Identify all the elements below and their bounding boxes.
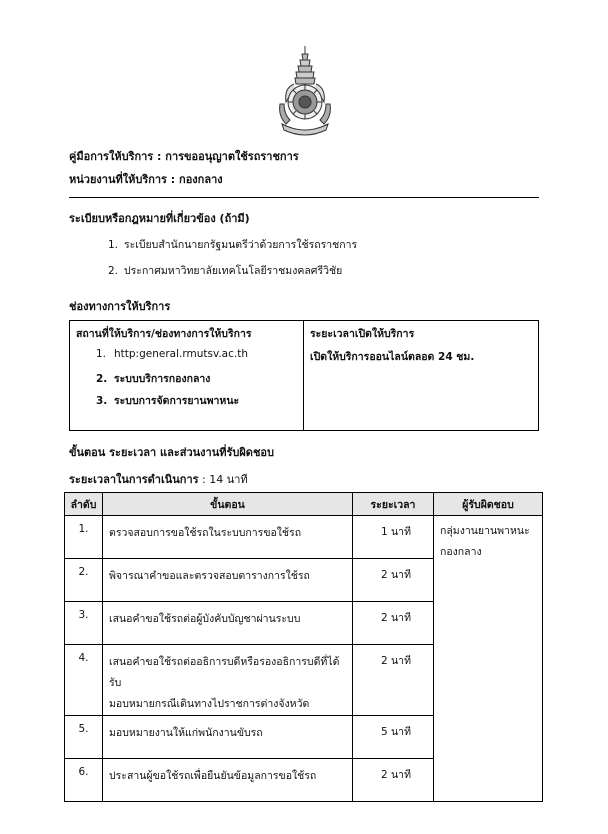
manual-label: คู่มือการให้บริการ [69,150,154,163]
channel-item-vehicle-system [96,392,239,409]
step-line: เสนอคำขอใช้รถต่ออธิการบดีหรือรองอธิการบดีที่ได้รับ [109,656,340,689]
step-line: เสนอคำขอใช้รถต่อผู้บังคับบัญชาผ่านระบบ [109,613,301,625]
unit-line [69,173,223,187]
col-header-step: ขั้นตอน [103,493,353,516]
process-duration-line [69,470,248,488]
process-title: ขั้นตอน ระยะเวลา และส่วนงานที่รับผิดชอบ [69,446,274,459]
step-line: ตรวจสอบการขอใช้รถในระบบการขอใช้รถ [109,527,302,539]
manual-value: การขออนุญาตใช้รถราชการ [165,150,299,163]
step-description [103,602,353,645]
manual-separator: : [153,150,166,163]
channels-location-header: สถานที่ให้บริการ/ช่องทางการให้บริการ [76,328,252,340]
table-row [65,516,543,559]
channels-hours-value: เปิดให้บริการออนไลน์ตลอด 24 ชม. [310,351,475,363]
regulation-text: ประกาศมหาวิทยาลัยเทคโนโลยีราชมงคลศรีวิชัย [124,265,343,277]
steps-header-row [65,493,543,516]
regulation-item [108,264,342,278]
step-duration: 1 นาที [353,516,434,559]
col-header-order: ลำดับ [65,493,103,516]
unit-value: กองกลาง [179,173,223,186]
step-number: 2. [65,559,103,602]
regulation-num: 2. [108,265,119,277]
step-line: มอบหมายงานให้แก่พนักงานขับรถ [109,727,263,739]
step-duration: 2 นาที [353,602,434,645]
step-number: 4. [65,645,103,716]
step-line: มอบหมายกรณีเดินทางไปราชการต่างจังหวัด [109,698,310,710]
step-duration: 5 นาที [353,716,434,759]
responsible-line: กลุ่มงานยานพาหนะ [440,525,530,537]
process-duration-sep: : [198,473,210,486]
channel-text: ระบบการจัดการยานพาหนะ [114,395,240,407]
step-description [103,759,353,802]
step-duration: 2 นาที [353,645,434,716]
step-number: 6. [65,759,103,802]
steps-table [64,492,543,802]
channels-box [69,320,539,431]
channel-num: 3. [96,395,108,407]
step-description [103,559,353,602]
process-duration-value: 14 นาที [209,473,248,486]
col-header-responsible: ผู้รับผิดชอบ [434,493,543,516]
regulation-item [108,238,357,252]
channel-text: http:general.rmutsv.ac.th [114,348,248,360]
regulations-title: ระเบียบหรือกฎหมายที่เกี่ยวข้อง (ถ้ามี) [69,212,250,225]
channel-item-service-system [96,370,210,387]
regulation-num: 1. [108,239,119,251]
step-line: ประสานผู้ขอใช้รถเพื่อยืนยันข้อมูลการขอใช้รถ [109,770,317,782]
unit-label: หน่วยงานที่ให้บริการ [69,173,167,186]
step-line: พิจารณาคำขอและตรวจสอบตารางการใช้รถ [109,570,310,582]
step-description [103,716,353,759]
step-duration: 2 นาที [353,759,434,802]
step-description [103,645,353,716]
step-description [103,516,353,559]
channels-divider [303,321,304,430]
col-header-duration: ระยะเวลา [353,493,434,516]
responsible-cell [434,516,543,802]
channel-item-website [96,348,248,360]
manual-line [69,150,299,164]
regulation-text: ระเบียบสำนักนายกรัฐมนตรีว่าด้วยการใช้รถราชการ [124,239,358,251]
step-duration: 2 นาที [353,559,434,602]
channels-hours-header: ระยะเวลาเปิดให้บริการ [310,328,415,340]
process-duration-label: ระยะเวลาในการดำเนินการ [69,473,199,486]
channel-num: 1. [96,348,107,360]
step-number: 3. [65,602,103,645]
channel-text: ระบบบริการกองกลาง [114,373,211,385]
step-number: 1. [65,516,103,559]
header-divider [69,197,539,198]
channel-num: 2. [96,373,108,385]
university-emblem-logo [274,44,336,136]
step-number: 5. [65,716,103,759]
responsible-line: กองกลาง [440,546,482,558]
channels-title: ช่องทางการให้บริการ [69,300,171,313]
unit-separator: : [166,173,180,186]
